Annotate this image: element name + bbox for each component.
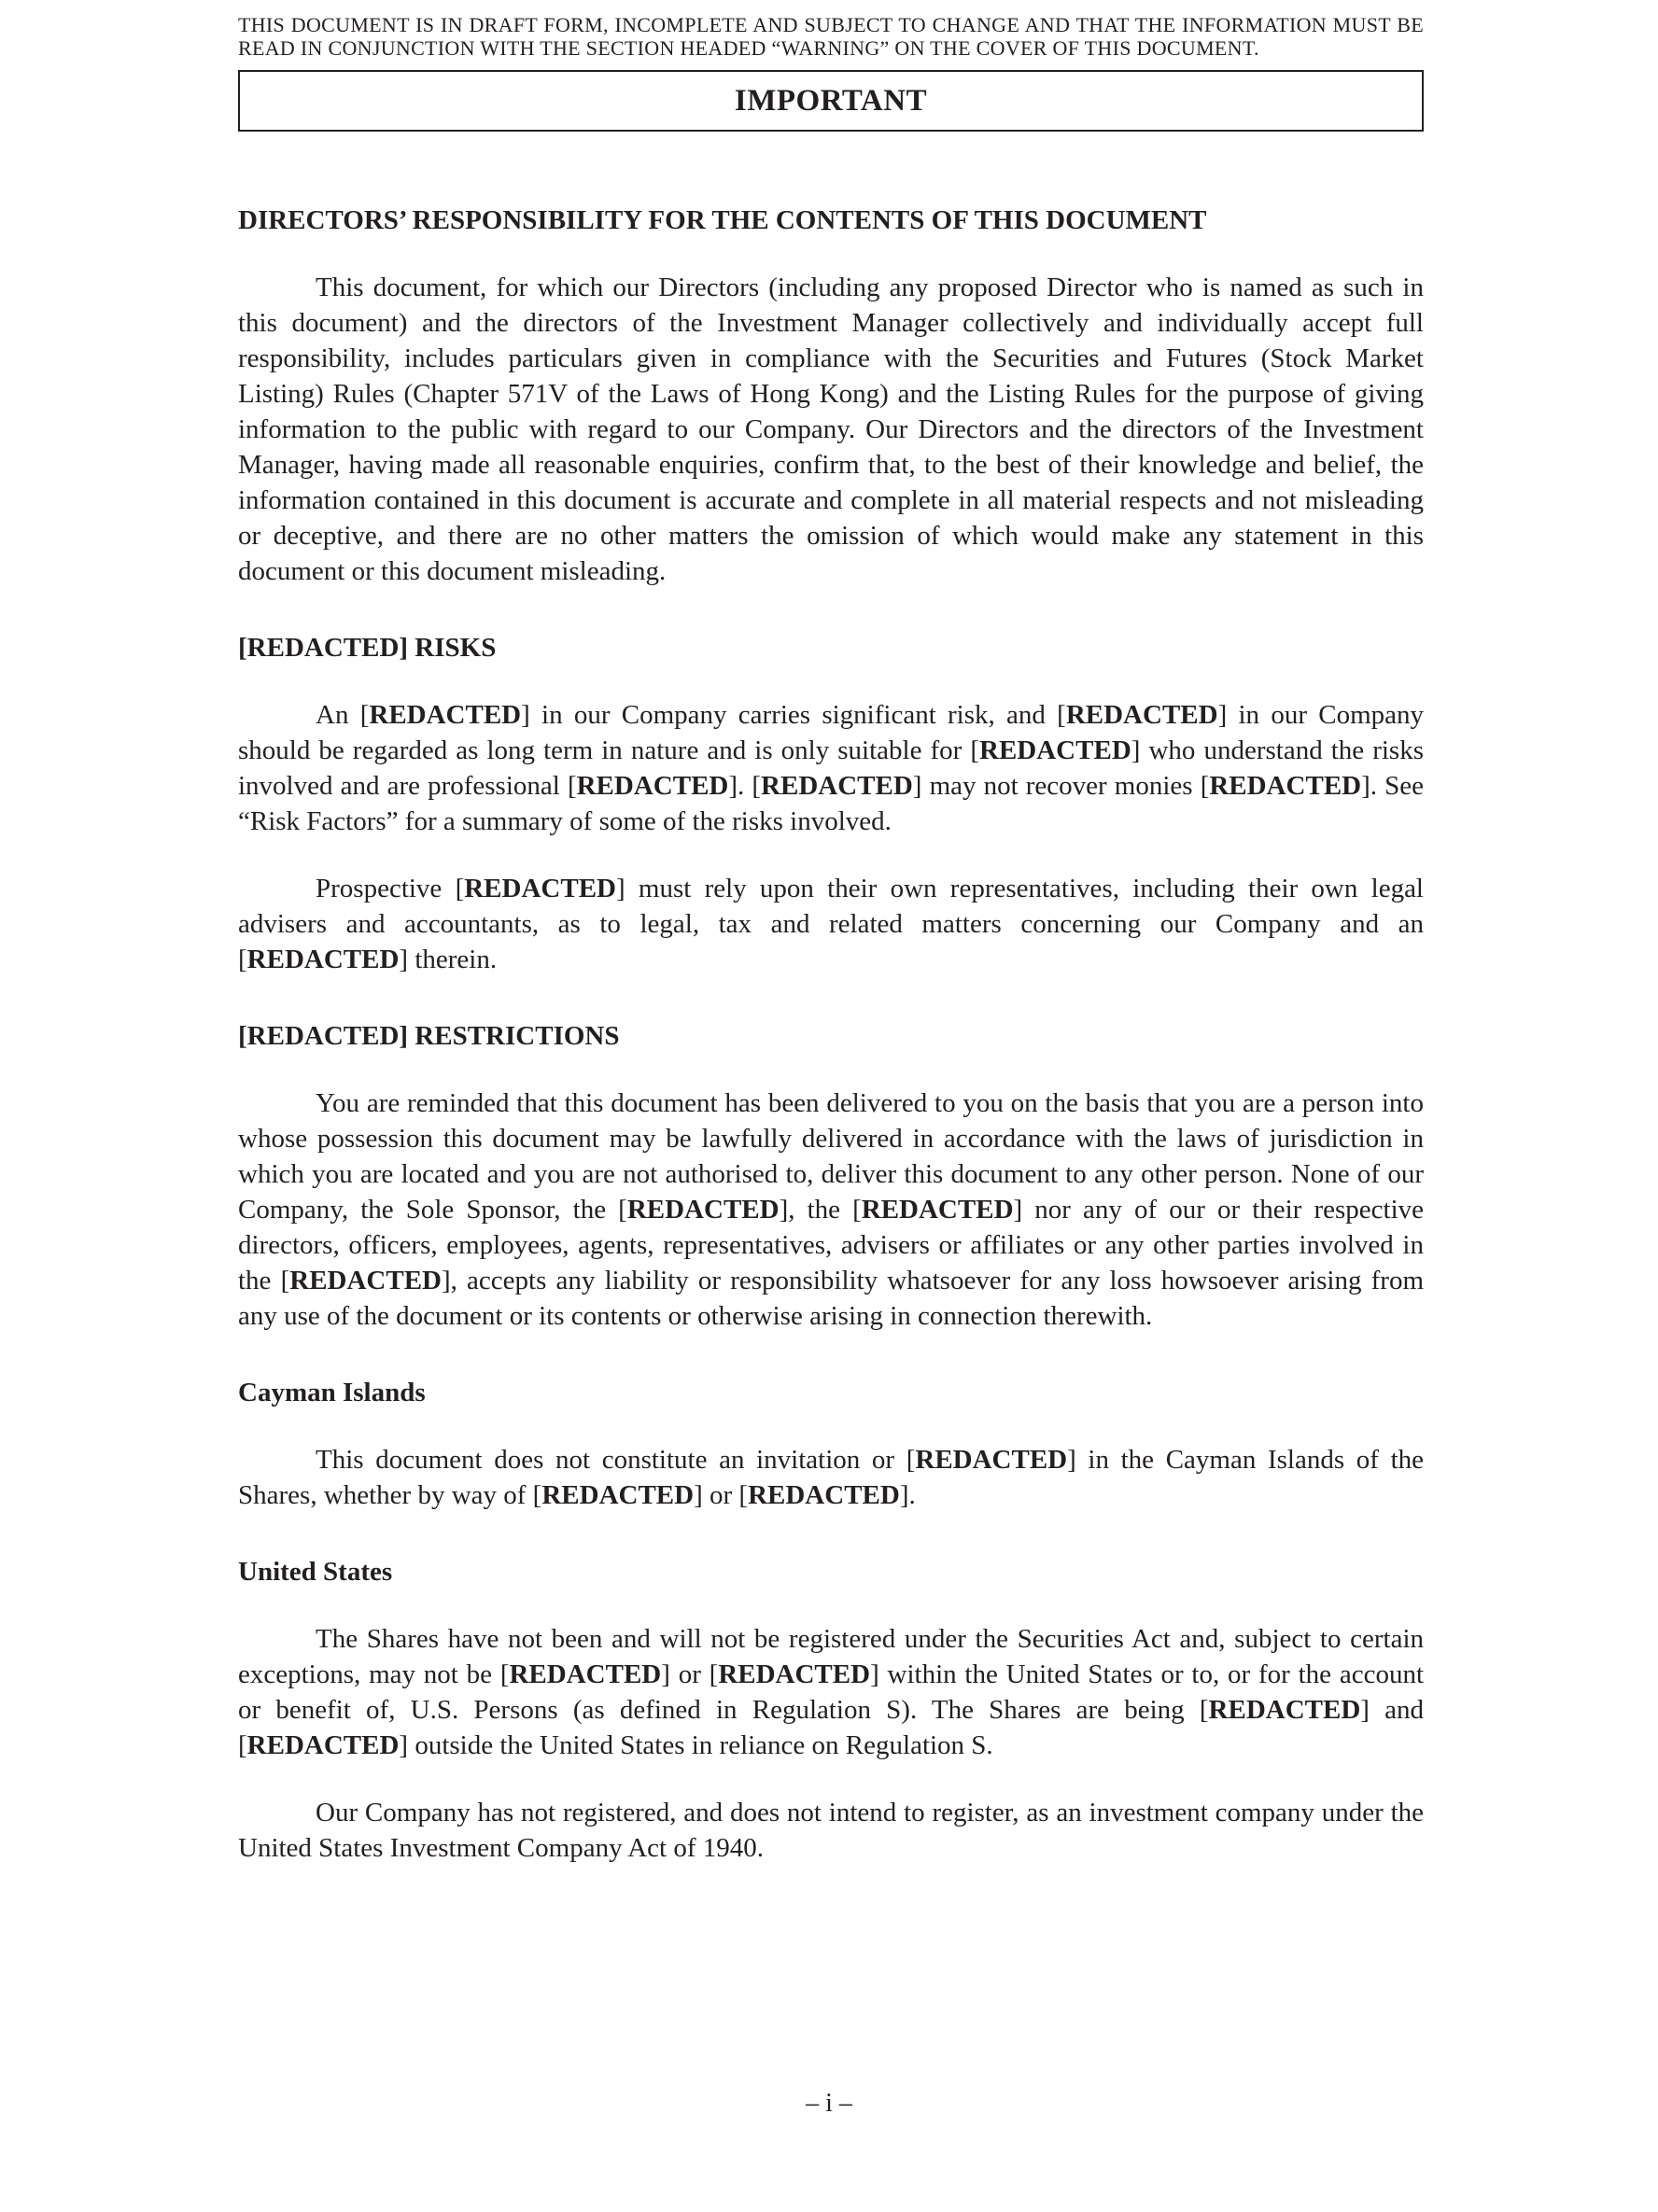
text-segment: An [ (316, 700, 370, 730)
section-heading: DIRECTORS’ RESPONSIBILITY FOR THE CONTENTS OF THIS DOCUMENT (238, 205, 1207, 235)
redacted-text: REDACTED (1209, 771, 1362, 801)
text-segment: You are reminded that this document has been delivered to you on the basis that you are a person into whose possession this document may be lawfully delivered in accordance with the laws of jurisdiction in which you are located and you are not authorised to, deliver this document to any other person. None of our Company, the Sole Sponsor, the [ (238, 1088, 1424, 1225)
text-segment: ] therein. (399, 945, 498, 974)
document-body (238, 203, 1424, 1866)
redacted-text: REDACTED (289, 1266, 442, 1295)
redacted-text: REDACTED (718, 1659, 871, 1689)
redacted-text: REDACTED (915, 1445, 1068, 1475)
paragraph (238, 270, 1424, 589)
redacted-text: REDACTED (576, 771, 729, 801)
text-segment: This document, for which our Directors (including any proposed Director who is named as such in this document) and the directors of the Investment Manager collectively and individually accept full responsibility, includes particulars given in compliance with the Securities and Futures (Stock Market Listing) Rules (Chapter 571V of the Laws of Hong Kong) and the Listing Rules for the purpose of giving information to the public with regard to our Company. Our Directors and the directors of the Investment Manager, having made all reasonable enquiries, confirm that, to the best of their knowledge and belief, the information contained in this document is accurate and complete in all material respects and not misleading or deceptive, and there are no other matters the omission of which would make any statement in this document or this document misleading. (238, 273, 1424, 586)
paragraph (238, 871, 1424, 977)
text-segment: ] or [ (694, 1480, 749, 1510)
text-segment: ], accepts any liability or responsibility whatsoever for any loss howsoever arising from any use of the document or its contents or otherwise arising in connection therewith. (238, 1266, 1424, 1331)
text-segment: ] outside the United States in reliance on Regulation S. (399, 1730, 993, 1760)
text-segment: ] in our Company carries significant risk, and [ (521, 700, 1066, 730)
text-segment: Prospective [ (316, 874, 465, 903)
section-heading: Cayman Islands (238, 1378, 426, 1407)
redacted-text: REDACTED (748, 1480, 900, 1510)
important-banner-title: IMPORTANT (734, 83, 928, 118)
redacted-text: REDACTED (246, 1730, 400, 1760)
document-section (238, 1018, 1424, 1334)
text-segment: Our Company has not registered, and does not intend to register, as an investment company under the United States Investment Company Act of 1940. (238, 1798, 1424, 1863)
text-segment: ] may not recover monies [ (912, 771, 1210, 801)
text-segment: ] nor any of our or their respective directors, officers, employees, agents, representatives, advisers or affiliates or any other parties involved in the [ (238, 1195, 1424, 1295)
text-segment: ], the [ (779, 1195, 862, 1225)
redacted-text: REDACTED (509, 1659, 662, 1689)
redacted-text: REDACTED (1208, 1695, 1361, 1725)
section-heading: United States (238, 1557, 393, 1587)
text-segment: ]. See “Risk Factors” for a summary of some of the risks involved. (238, 771, 1424, 836)
document-section (238, 203, 1424, 589)
text-segment: ] who understand the risks involved and are professional [ (238, 735, 1424, 801)
text-segment: ] or [ (661, 1659, 719, 1689)
document-section (238, 630, 1424, 977)
redacted-text: REDACTED (626, 1195, 780, 1225)
redacted-text: REDACTED (369, 700, 522, 730)
text-segment: ] must rely upon their own representatives, including their own legal advisers and accountants, as to legal, tax and related matters concerning our Company and an [ (238, 874, 1424, 974)
document-section (238, 1554, 1424, 1866)
redacted-text: REDACTED (979, 735, 1131, 765)
document-section (238, 1375, 1424, 1513)
text-segment: This document does not constitute an invitation or [ (316, 1445, 916, 1475)
section-heading: [REDACTED] RISKS (238, 633, 497, 663)
paragraph (238, 697, 1424, 839)
page-number: – i – (806, 2089, 852, 2118)
redacted-text: REDACTED (861, 1195, 1014, 1225)
text-segment: ] and [ (238, 1695, 1424, 1760)
redacted-text: REDACTED (541, 1480, 695, 1510)
redacted-text: REDACTED (246, 945, 400, 974)
paragraph (238, 1621, 1424, 1763)
redacted-text: REDACTED (761, 771, 913, 801)
text-segment: ] within the United States or to, or for the account or benefit of, U.S. Persons (as defined in Regulation S). The Shares are being [ (238, 1659, 1424, 1725)
section-heading: [REDACTED] RESTRICTIONS (238, 1021, 620, 1051)
paragraph (238, 1442, 1424, 1513)
text-segment: ] in the Cayman Islands of the Shares, whether by way of [ (238, 1445, 1425, 1510)
text-segment: ] in our Company should be regarded as long term in nature and is only suitable for [ (238, 700, 1425, 765)
redacted-text: REDACTED (1065, 700, 1218, 730)
important-banner (238, 70, 1424, 132)
text-segment: ]. (899, 1480, 916, 1510)
paragraph (238, 1795, 1424, 1866)
draft-disclaimer: THIS DOCUMENT IS IN DRAFT FORM, INCOMPLETE AND SUBJECT TO CHANGE AND THAT THE INFORMATION MUST BE READ IN CONJUNCTION WITH THE SECTION HEADED “WARNING” ON THE COVER OF THIS DOCUMENT. (238, 13, 1424, 60)
text-segment: ]. [ (728, 771, 762, 801)
paragraph (238, 1085, 1424, 1334)
text-segment: The Shares have not been and will not be registered under the Securities Act and, subject to certain exceptions, may not be [ (238, 1624, 1424, 1689)
redacted-text: REDACTED (464, 874, 616, 903)
